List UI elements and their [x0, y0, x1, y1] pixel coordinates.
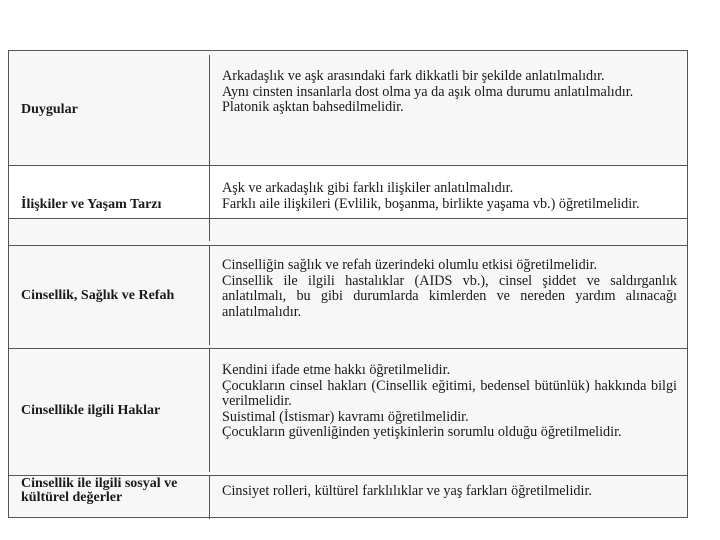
row-topic-label: Cinsellik, Sağlık ve Refah	[21, 287, 175, 303]
row-content	[210, 55, 687, 165]
content-item: Cinselliğin sağlık ve refah üzerindeki olumlu etkisi öğretilmelidir.	[222, 257, 598, 273]
content-item: Kendini ifade etme hakkı öğretilmelidir.	[222, 362, 451, 378]
content-item: Farklı aile ilişkileri (Evlilik, boşanma, birlikte yaşama vb.) öğretilmelidir.	[222, 195, 640, 212]
content-item: Arkadaşlık ve aşk arasındaki fark dikkatli bir şekilde anlatılmalıdır.	[222, 68, 605, 84]
table-row	[9, 475, 687, 519]
row-topic	[9, 349, 210, 472]
row-topic	[9, 246, 210, 345]
row-content	[210, 169, 687, 241]
row-topic-label: Cinsellik ile ilgili sosyal ve kültürel değerler	[21, 476, 178, 505]
row-topic-label: Cinsellikle ilgili Haklar	[21, 402, 161, 418]
table-row	[9, 245, 687, 345]
content-item: Cinsiyet rolleri, kültürel farklılıklar ve yaş farkları öğretilmelidir.	[222, 483, 592, 499]
content-item: Platonik aşktan bahsedilmelidir.	[222, 99, 404, 115]
content-table	[8, 50, 688, 518]
table-row	[9, 348, 687, 472]
content-item: Suistimal (İstismar) kavramı öğretilmelidir.	[222, 408, 469, 425]
content-item: Aşk ve arkadaşlık gibi farklı ilişkiler anlatılmalıdır.	[222, 180, 514, 196]
row-content	[210, 349, 687, 472]
content-item: Cinsellik ile ilgili hastalıklar (AIDS vb.), cinsel şiddet ve saldırganlık anlatılmalı, bu gibi durumlarda kimlerden ve nereden yardım alınacağı anlatılmalıdır.	[222, 272, 677, 320]
table-row	[9, 169, 687, 241]
content-item: Çocukların cinsel hakları (Cinsellik eğitimi, bedensel bütünlük) hakkında bilgi verilmelidir.	[222, 377, 677, 409]
content-item: Çocukların güvenliğinden yetişkinlerin sorumlu olduğu öğretilmelidir.	[222, 424, 622, 440]
row-topic	[9, 476, 210, 519]
row-topic	[9, 169, 210, 241]
table-row	[9, 55, 687, 165]
row-topic	[9, 55, 210, 165]
row-content	[210, 476, 687, 519]
content-item: Aynı cinsten insanlarla dost olma ya da aşık olma durumu anlatılmalıdır.	[222, 83, 634, 100]
row-topic-label: Duygular	[21, 102, 78, 117]
row-topic-label: İlişkiler ve Yaşam Tarzı	[21, 197, 162, 212]
row-content	[210, 246, 687, 345]
